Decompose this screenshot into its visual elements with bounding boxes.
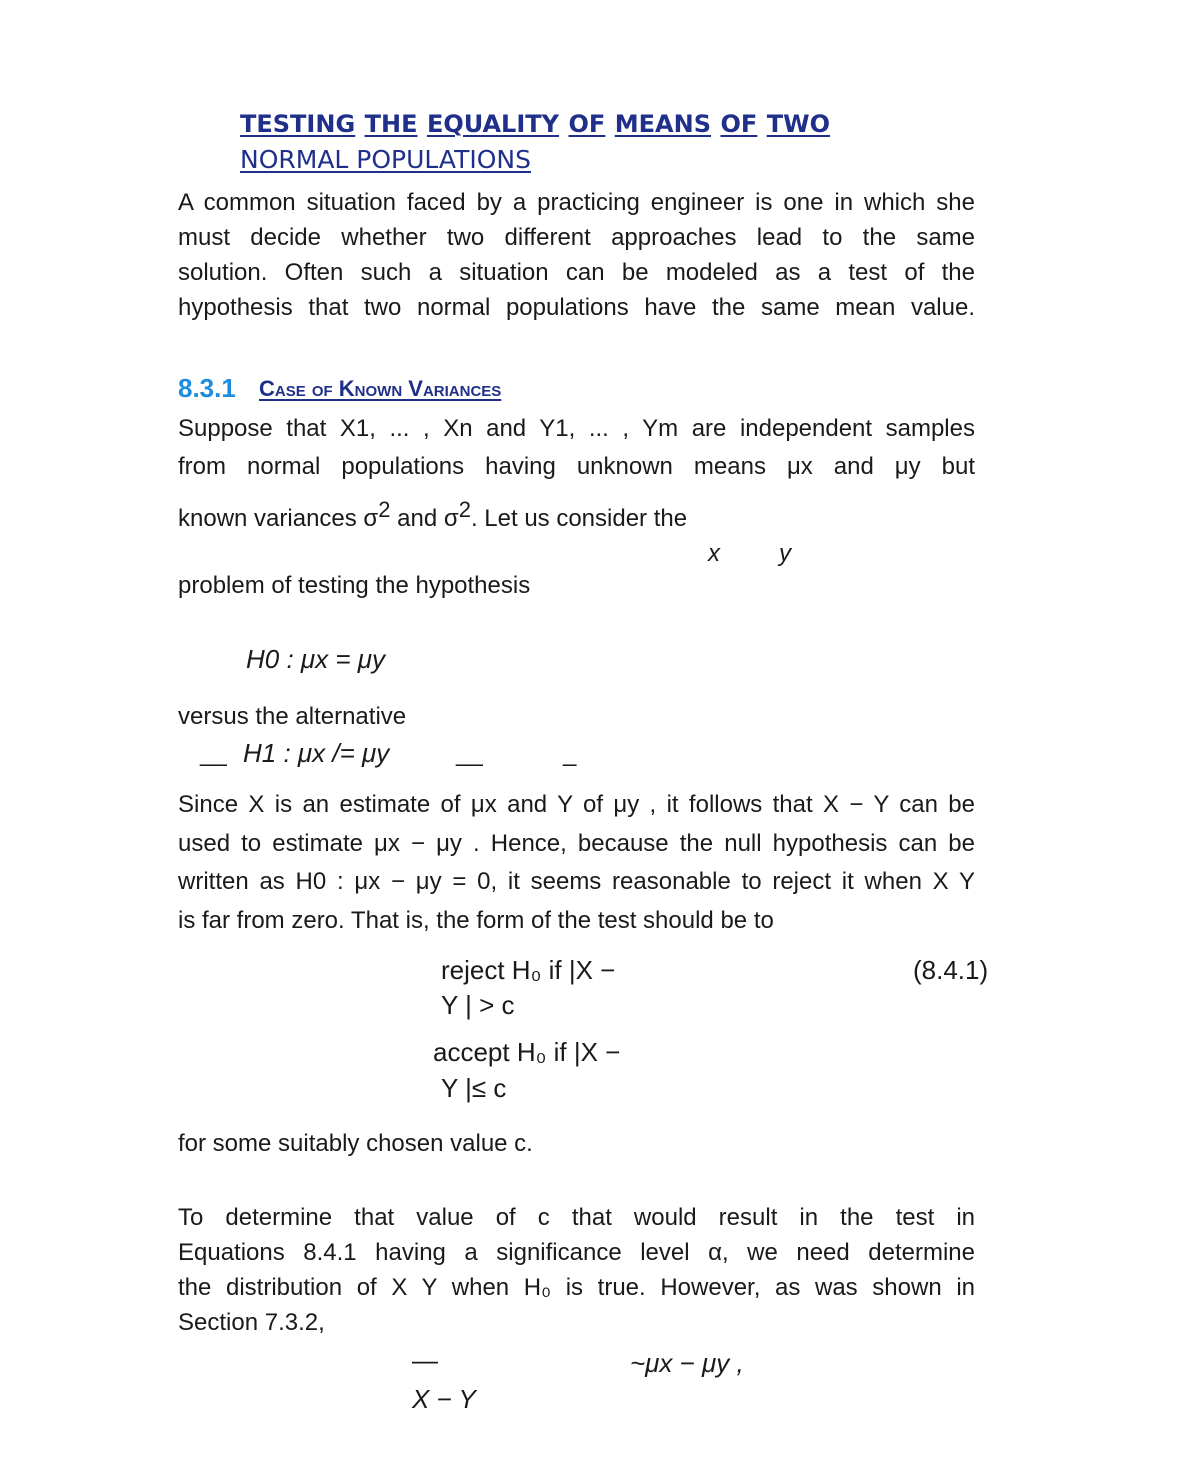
section-title: Case of Known Variances <box>259 376 502 401</box>
variances-line <box>178 497 687 533</box>
variances-text-b: and σ <box>390 505 459 532</box>
title-line-1 <box>240 110 830 138</box>
subscript-x: x <box>708 540 720 567</box>
superscript: 2 <box>378 497 391 522</box>
title-word: OF <box>568 110 606 138</box>
equation-label: (8.4.1) <box>913 955 989 985</box>
paragraph-line: Equations 8.4.1 having a significance level α, we need determine <box>178 1239 975 1266</box>
versus-text: versus the alternative <box>178 703 407 730</box>
dash-mid: __ <box>456 740 483 767</box>
title-word: EQUALITY <box>426 110 560 138</box>
reject-rule: reject H₀ if |X − <box>441 955 616 985</box>
intro-paragraph <box>178 185 975 325</box>
paragraph-line: is far from zero. That is, the form of the test should be to <box>178 906 774 934</box>
paragraph-line: solution. Often such a situation can be modeled as a test of the <box>178 259 975 286</box>
body-paragraph-1 <box>178 410 975 486</box>
title-word: MEANS <box>614 110 711 138</box>
dash-right: _ <box>563 740 577 767</box>
body-paragraph-4 <box>178 1200 975 1340</box>
variances-text-a: known variances σ <box>178 505 379 532</box>
paragraph-line: from normal populations having unknown means μx and μy but <box>178 453 975 480</box>
title-word: OF <box>720 110 758 138</box>
superscript: 2 <box>458 497 471 522</box>
paragraph-line: written as H0 : μx − μy = 0, it seems reasonable to reject it when X Y <box>178 868 975 895</box>
hypothesis-intro: problem of testing the hypothesis <box>178 572 531 599</box>
paragraph-line: To determine that value of c that would result in the test in <box>178 1204 975 1231</box>
reject-rule-cont: Y | > c <box>441 990 515 1020</box>
body-paragraph-2 <box>178 786 975 940</box>
title-word: TESTING <box>240 110 356 138</box>
paragraph-line: A common situation faced by a practicing engineer is one in which she <box>178 189 975 216</box>
bottom-right-expression: ~μx − μy , <box>630 1348 744 1378</box>
bottom-bar: — <box>412 1345 438 1375</box>
subscript-y: y <box>779 540 791 567</box>
alternative-hypothesis: H1 : μx /= μy <box>243 738 390 768</box>
null-hypothesis: H0 : μx = μy <box>246 644 386 674</box>
accept-rule: accept H₀ if |X − <box>433 1037 621 1067</box>
title-word: THE <box>364 110 418 138</box>
accept-rule-cont: Y |≤ c <box>441 1073 507 1103</box>
dash-left: __ <box>200 740 227 767</box>
paragraph-line: Section 7.3.2, <box>178 1309 325 1336</box>
title-line-2: NORMAL POPULATIONS <box>240 145 531 174</box>
body-paragraph-3: for some suitably chosen value c. <box>178 1130 533 1157</box>
paragraph-line: Since X is an estimate of μx and Y of μy , it follows that X − Y can be <box>178 791 975 818</box>
paragraph-line: hypothesis that two normal populations have the same mean value. <box>178 294 975 321</box>
paragraph-line: the distribution of X Y when H₀ is true. However, as was shown in <box>178 1274 975 1301</box>
paragraph-line: Suppose that X1, ... , Xn and Y1, ... , Ym are independent samples <box>178 415 975 442</box>
paragraph-line: must decide whether two different approaches lead to the same <box>178 224 975 251</box>
section-number: 8.3.1 <box>178 373 236 403</box>
bottom-expression: X − Y <box>412 1384 476 1414</box>
title-word: TWO <box>766 110 830 138</box>
variances-text-c: . Let us consider the <box>470 505 688 532</box>
paragraph-line: used to estimate μx − μy . Hence, because the null hypothesis can be <box>178 829 975 857</box>
